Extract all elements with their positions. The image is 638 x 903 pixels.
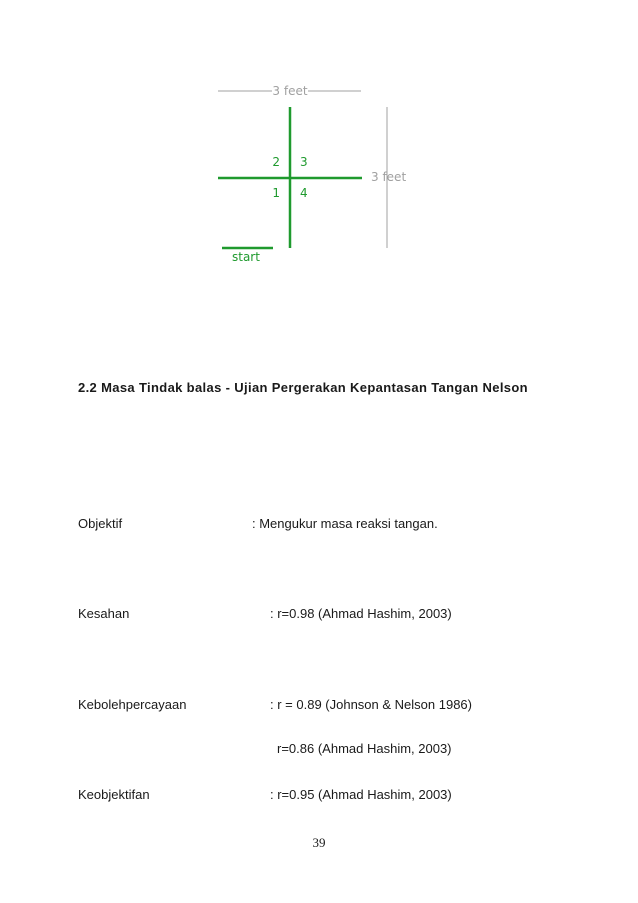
quadrant-1-label: 1 bbox=[272, 186, 280, 200]
quadrant-3-label: 3 bbox=[300, 155, 308, 169]
objektif-label: Objektif bbox=[78, 516, 123, 531]
start-label: start bbox=[232, 250, 260, 264]
page-number: 39 bbox=[312, 835, 326, 850]
kesahan-label: Kesahan bbox=[78, 606, 130, 621]
height-measure-label: 3 feet bbox=[371, 170, 407, 184]
quadrant-2-label: 2 bbox=[272, 155, 280, 169]
quadrant-4-label: 4 bbox=[300, 186, 308, 200]
kebolehpercayaan-value-2: r=0.86 (Ahmad Hashim, 2003) bbox=[277, 741, 452, 756]
hand-speed-test-diagram bbox=[0, 0, 638, 300]
kebolehpercayaan-label: Kebolehpercayaan bbox=[78, 697, 187, 712]
kebolehpercayaan-value-1: : r = 0.89 (Johnson & Nelson 1986) bbox=[270, 697, 472, 712]
kesahan-value: : r=0.98 (Ahmad Hashim, 2003) bbox=[270, 606, 452, 621]
width-measure-label: 3 feet bbox=[272, 84, 308, 98]
objektif-value: : Mengukur masa reaksi tangan. bbox=[252, 516, 438, 531]
keobjektifan-value: : r=0.95 (Ahmad Hashim, 2003) bbox=[270, 787, 452, 802]
section-heading: 2.2 Masa Tindak balas - Ujian Pergerakan Kepantasan Tangan Nelson bbox=[78, 380, 528, 395]
keobjektifan-label: Keobjektifan bbox=[78, 787, 150, 802]
